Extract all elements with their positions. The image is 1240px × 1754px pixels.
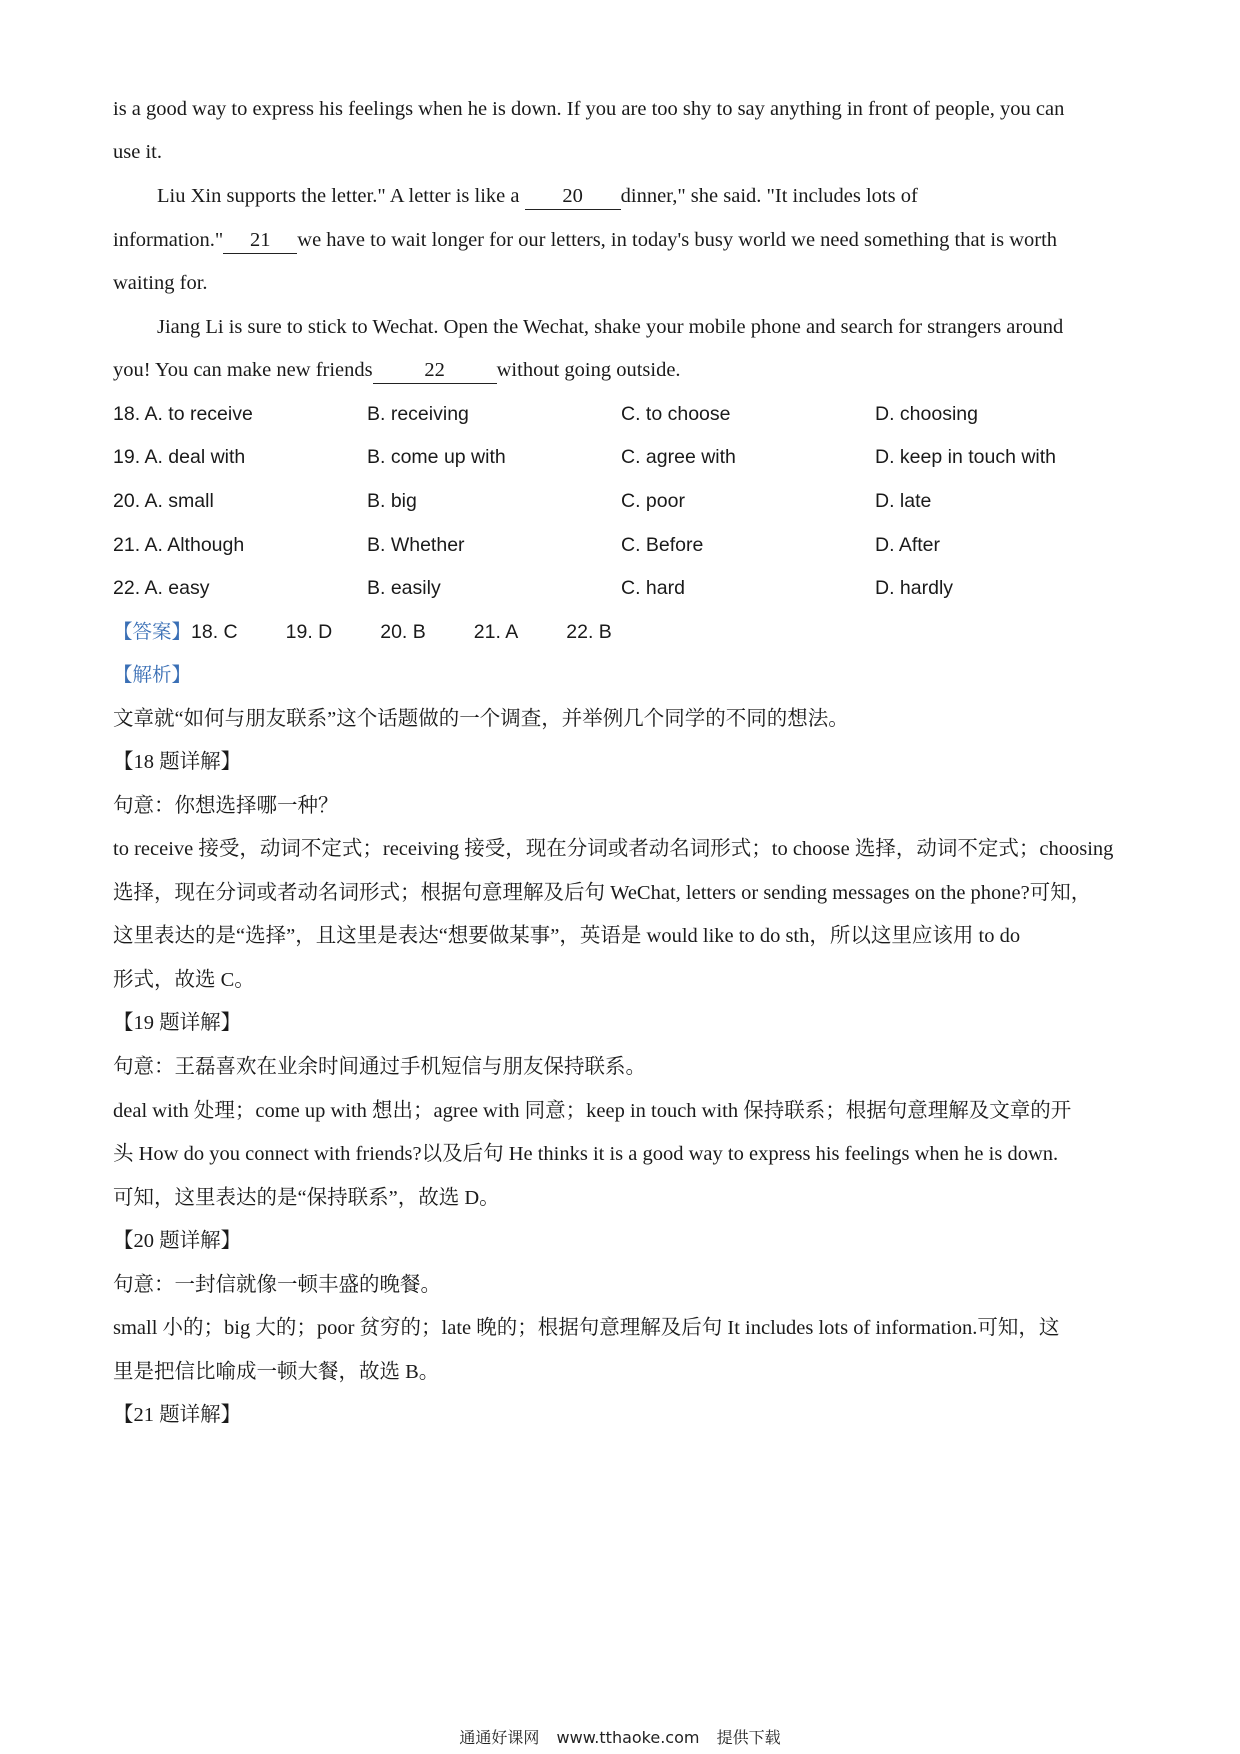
analysis-summary: 文章就“如何与朋友联系”这个话题做的一个调查，并举例几个同学的不同的想法。 bbox=[113, 708, 849, 730]
q18-explanation-line: to receive 接受，动词不定式；receiving 接受，现在分词或者动名词形式；to choose 选择，动词不定式；choosing bbox=[113, 838, 1114, 860]
passage-text: information." bbox=[113, 229, 224, 251]
option-row-22 bbox=[113, 573, 1133, 603]
answer-item: 22. B bbox=[566, 621, 612, 643]
passage-line: waiting for. bbox=[113, 272, 208, 294]
option-b: B. come up with bbox=[367, 446, 506, 468]
q19-explanation-line: deal with 处理；come up with 想出；agree with 同意；keep in touch with 保持联系；根据句意理解及文章的开 bbox=[113, 1100, 1072, 1122]
q18-meaning: 句意：你想选择哪一种？ bbox=[113, 795, 339, 817]
q20-heading: 【20 题详解】 bbox=[113, 1230, 242, 1252]
q19-explanation-line: 头 How do you connect with friends?以及后句 He thinks it is a good way to express his feelings when he is down. bbox=[113, 1143, 1059, 1165]
q18-explanation-line: 形式，故选 C。 bbox=[113, 969, 255, 991]
q20-explanation-line: small 小的；big 大的；poor 贫穷的；late 晚的；根据句意理解及后句 It includes lots of information.可知，这 bbox=[113, 1317, 1060, 1339]
footer-note: 提供下载 bbox=[716, 1728, 781, 1747]
option-a: 21. A. Although bbox=[113, 534, 245, 556]
option-d: D. After bbox=[875, 534, 941, 556]
footer-url[interactable]: www.tthaoke.com bbox=[556, 1728, 700, 1747]
q20-explanation-line: 里是把信比喻成一顿大餐，故选 B。 bbox=[113, 1361, 440, 1383]
blank-22: 22 bbox=[373, 357, 497, 384]
answer-line bbox=[113, 617, 1133, 647]
option-b: B. receiving bbox=[367, 403, 469, 425]
option-c: C. agree with bbox=[621, 446, 736, 468]
option-a: 22. A. easy bbox=[113, 577, 210, 599]
option-c: C. hard bbox=[621, 577, 685, 599]
analysis-label: 【解析】 bbox=[113, 664, 192, 686]
page-footer bbox=[0, 1725, 1240, 1748]
q18-explanation-line: 这里表达的是“选择”，且这里是表达“想要做某事”，英语是 would like to do sth，所以这里应该用 to do bbox=[113, 925, 1021, 947]
option-a: 19. A. deal with bbox=[113, 446, 246, 468]
passage-line: use it. bbox=[113, 141, 162, 163]
option-row-20 bbox=[113, 486, 1133, 516]
footer-site-name: 通通好课网 bbox=[459, 1728, 540, 1747]
answer-item: 19. D bbox=[285, 621, 333, 643]
passage-text: without going outside. bbox=[496, 359, 681, 381]
option-row-21 bbox=[113, 530, 1133, 560]
option-a: 20. A. small bbox=[113, 490, 214, 512]
option-d: D. hardly bbox=[875, 577, 954, 599]
option-c: C. to choose bbox=[621, 403, 731, 425]
option-b: B. big bbox=[367, 490, 417, 512]
option-d: D. late bbox=[875, 490, 932, 512]
answer-label: 【答案】 bbox=[113, 621, 192, 643]
passage-text: Liu Xin supports the letter." A letter is like a bbox=[157, 185, 520, 207]
q19-explanation-line: 可知，这里表达的是“保持联系”，故选 D。 bbox=[113, 1187, 500, 1209]
answer-item: 18. C bbox=[191, 621, 238, 643]
passage-text: dinner," she said. "It includes lots of bbox=[620, 185, 918, 207]
passage-text: you! You can make new friends bbox=[113, 359, 373, 381]
answer-item: 20. B bbox=[380, 621, 426, 643]
passage-line-blank-20 bbox=[157, 181, 1177, 211]
option-d: D. choosing bbox=[875, 403, 978, 425]
option-row-18 bbox=[113, 399, 1133, 429]
blank-21: 21 bbox=[223, 227, 297, 254]
q21-heading: 【21 题详解】 bbox=[113, 1404, 242, 1426]
blank-20: 20 bbox=[525, 183, 621, 210]
q19-heading: 【19 题详解】 bbox=[113, 1012, 242, 1034]
passage-line: is a good way to express his feelings when he is down. If you are too shy to say anything in front of people, you can bbox=[113, 98, 1065, 120]
option-c: C. poor bbox=[621, 490, 685, 512]
passage-line-blank-21 bbox=[113, 225, 1133, 255]
option-d: D. keep in touch with bbox=[875, 446, 1057, 468]
passage-line-blank-22 bbox=[113, 355, 1133, 385]
q19-meaning: 句意：王磊喜欢在业余时间通过手机短信与朋友保持联系。 bbox=[113, 1056, 646, 1078]
passage-text: we have to wait longer for our letters, in today's busy world we need something that is worth bbox=[297, 229, 1058, 251]
q18-heading: 【18 题详解】 bbox=[113, 751, 242, 773]
answer-item: 21. A bbox=[473, 621, 519, 643]
option-c: C. Before bbox=[621, 534, 704, 556]
option-row-19 bbox=[113, 442, 1133, 472]
option-a: 18. A. to receive bbox=[113, 403, 253, 425]
passage-line: Jiang Li is sure to stick to Wechat. Open the Wechat, shake your mobile phone and search for strangers around bbox=[157, 316, 1064, 338]
option-b: B. Whether bbox=[367, 534, 465, 556]
q20-meaning: 句意：一封信就像一顿丰盛的晚餐。 bbox=[113, 1274, 441, 1296]
option-b: B. easily bbox=[367, 577, 441, 599]
q18-explanation-line: 选择，现在分词或者动名词形式；根据句意理解及后句 WeChat, letters or sending messages on the phone?可知， bbox=[113, 882, 1092, 904]
